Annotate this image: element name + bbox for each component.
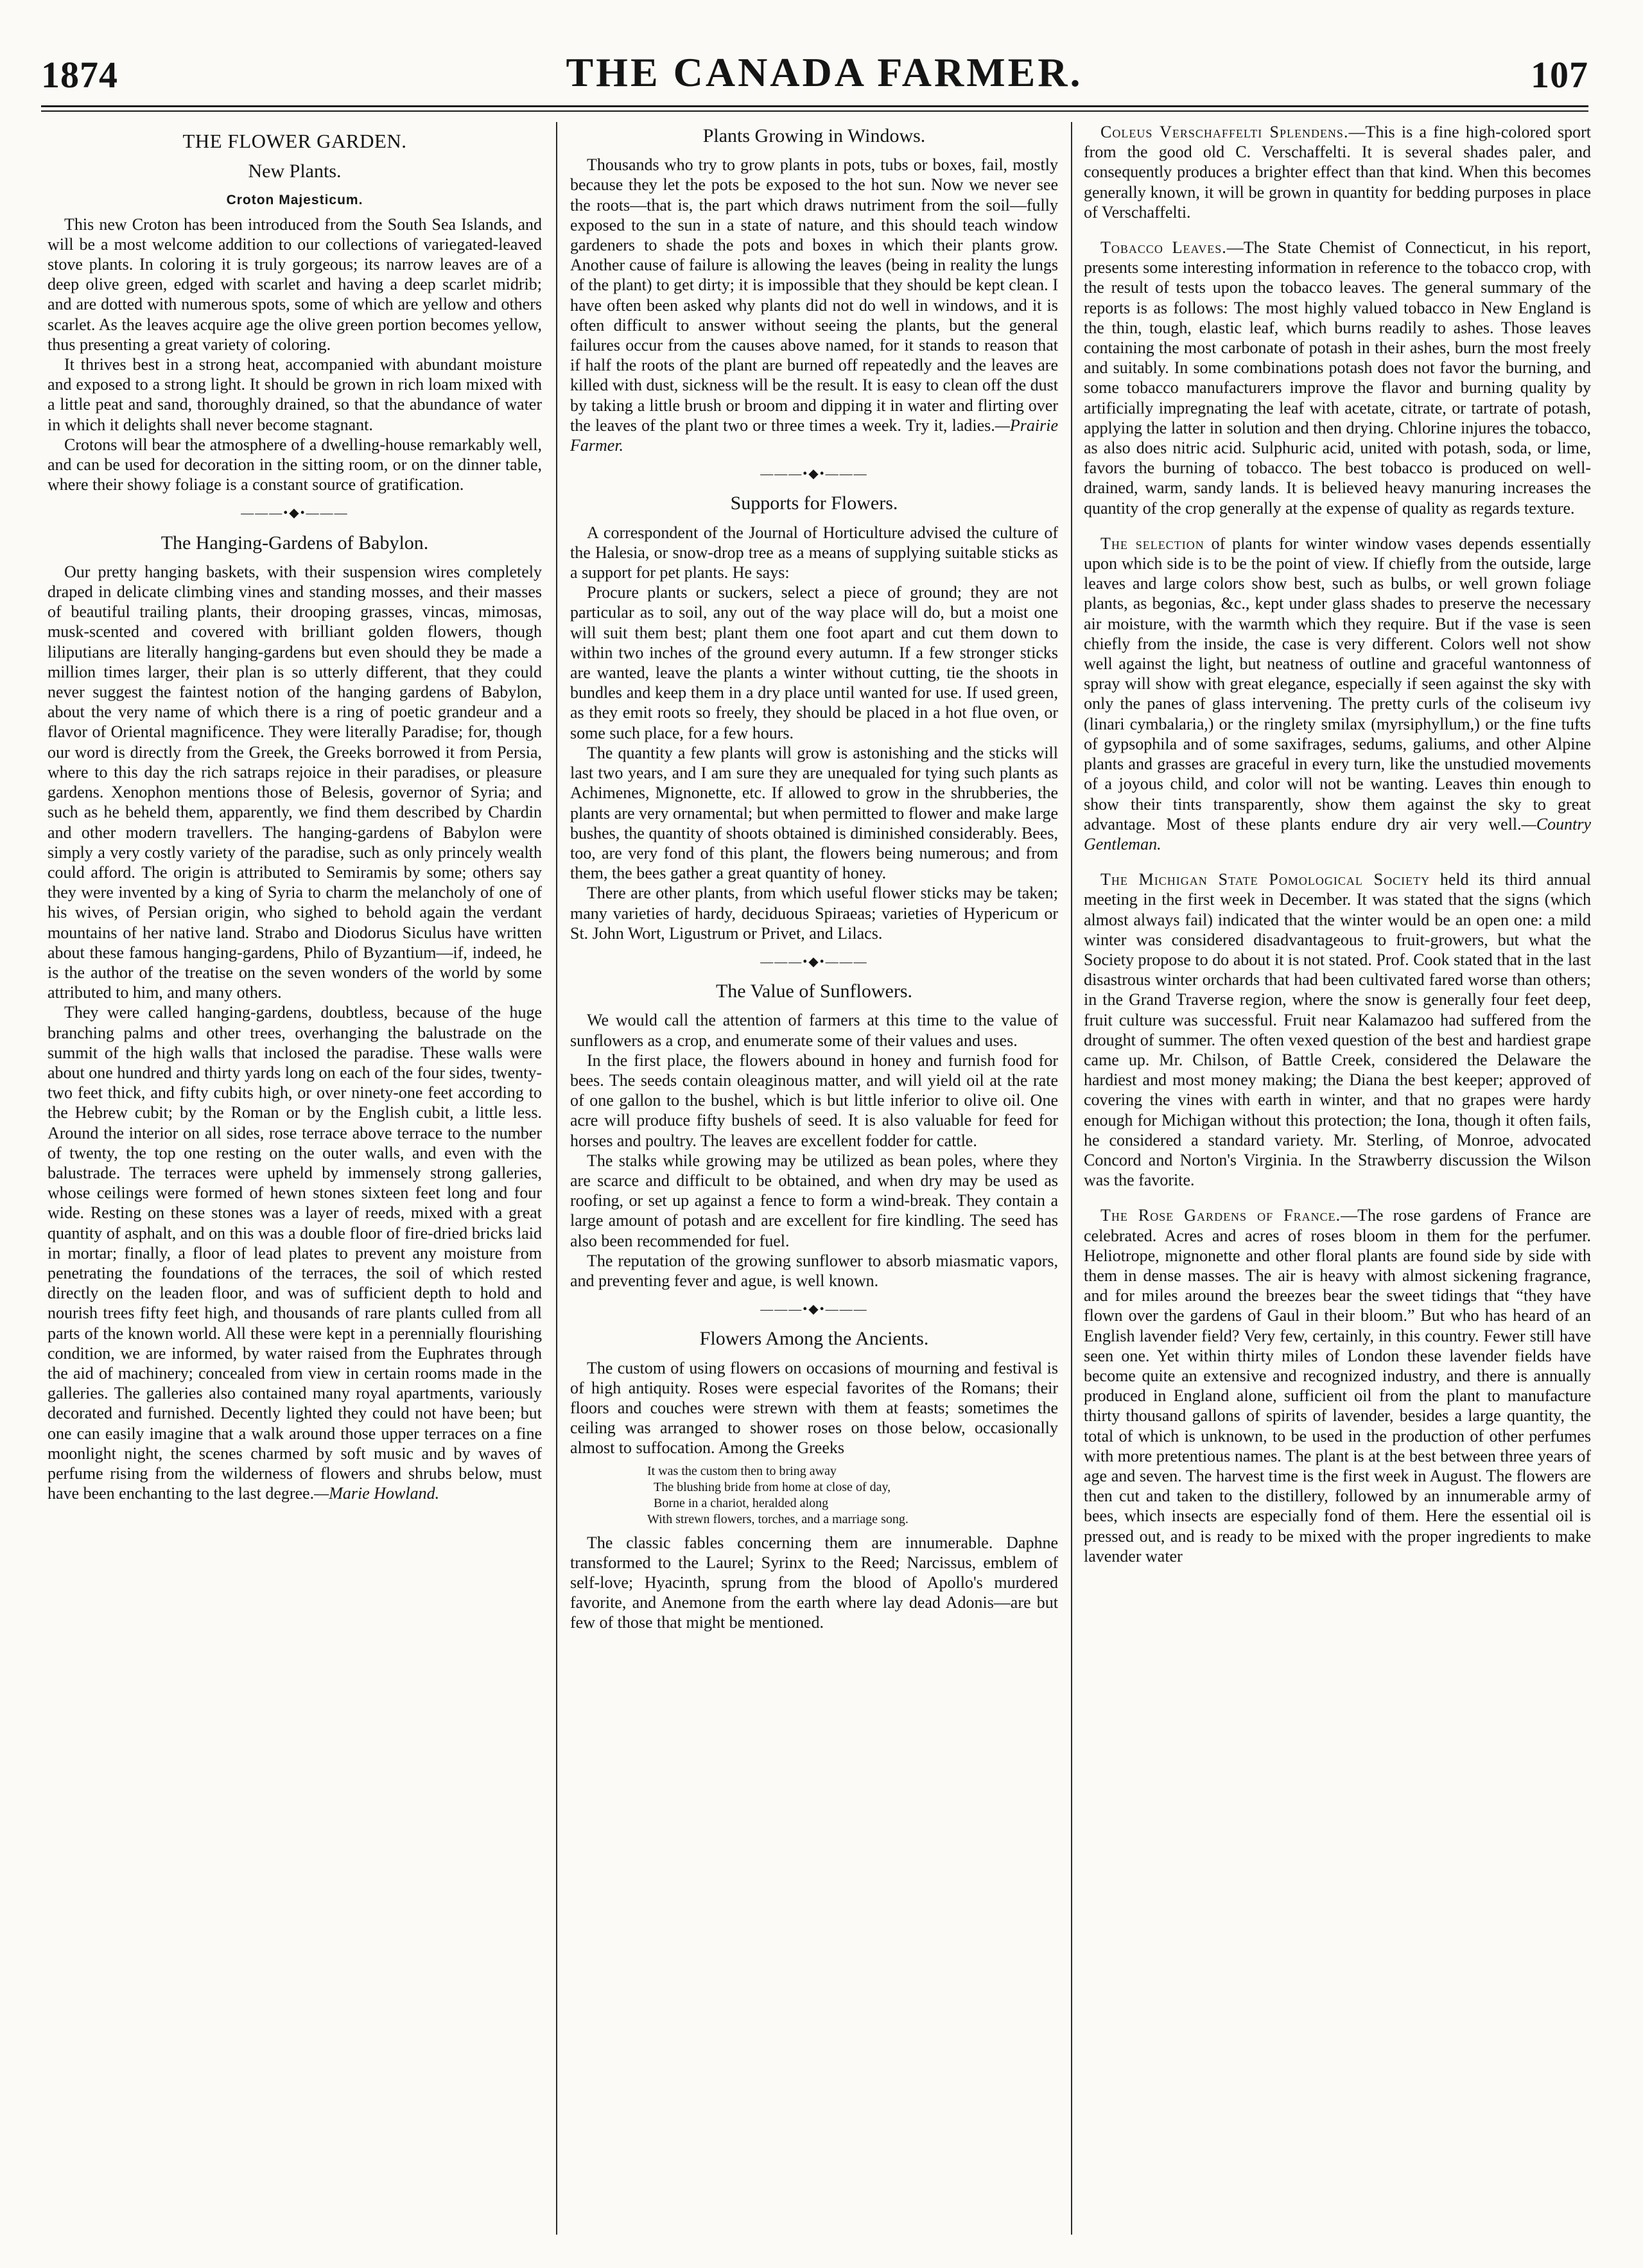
paragraph-text: —The State Chemist of Connecticut, in his report, presents some interesting information in reference to the tobacco crop, with the result of tests upon the tobacco leaves. The general summary of the reports is as follows: The most highly valued tobacco in New England is the thin, tough, elastic leaf, which burns readily to ashes. Those leaves containing the most carbonate of potash in their ashes, burn the most freely and suitably. In some combinations potash does not favor the burning, and some tobacco manufacturers improve the flavor and burning quality by artificially impregnating the leaf with acetate, citrate, or tartrate of potash, applying the latter in solution and then drying. Chlorine injures the tobacco, as also does nitric acid. Sulphuric acid, united with potash, soda, or lime, favors the burning of tobacco. The best tobacco is produced on well-drained, warm, sandy lands. It is believed heavy manuring increases the quantity of the crop generally at the expense of quality as regards texture. [1084, 238, 1591, 518]
paragraph [1084, 238, 1591, 518]
poem-line: Borne in a chariot, heralded along [654, 1496, 829, 1510]
spacer [1084, 854, 1591, 869]
paragraph [1084, 869, 1591, 1190]
article-subtitle: Croton Majesticum. [226, 193, 363, 208]
page-number: 107 [1531, 54, 1588, 96]
poem-line: The blushing bride from home at close of day, [654, 1479, 891, 1494]
section-title: THE FLOWER GARDEN. [182, 130, 407, 152]
spacer [1084, 1190, 1591, 1205]
paragraph: The classic fables concerning them are innumerable. Daphne transformed to the Laurel; Syrinx to the Reed; Narcissus, emblem of self-love; Hyacinth, sprung from the blood of Apollo's murdered favorite, and Anemone from the earth where lay dead Adonis—are but few of those that might be mentioned. [570, 1533, 1058, 1632]
column-3 [1084, 122, 1591, 2235]
paragraph [1084, 1205, 1591, 1566]
paragraph [48, 1002, 542, 1503]
column-divider [1071, 122, 1072, 2235]
paragraph-text: —The rose gardens of France are celebrated. Acres and acres of roses bloom in them for the perfumer. Heliotrope, mignonette and other floral plants are found side by side with them in dense masses. The air is heavy with almost sickening fragrance, and for miles around the breezes bear the sweet tidings that “they have flown over the gardens of Gaul in their bloom.” But who has heard of an English lavender field? Very few, certainly, in this country. Fewer still have seen one. Yet within thirty miles of London these lavender fields have become quite an extensive and recognized industry, and there is annually produced in England alone, sufficient oil from the plant to manufacture thirty thousand gallons of spirits of lavender, besides a large quantity, the total of which is unknown, to be used in the production of other perfumes with more pretentious names. The plant is at the best between three years of age and seven. The harvest time is the first week in August. The flowers are then cut and taken to the distillery, followed by an innumerable army of bees, which insects are especially fond of them. Here the essential oil is pressed out, and is ready to be mixed with the proper ingredients to make lavender water [1084, 1206, 1591, 1566]
paragraph: We would call the attention of farmers at this time to the value of sunflowers as a crop, and enumerate some of their values and uses. [570, 1011, 1058, 1050]
separator: ———•◆•——— [241, 506, 349, 521]
paragraph [1084, 122, 1591, 222]
paragraph: It thrives best in a strong heat, accompanied with abundant moisture and exposed to a strong light. It should be grown in rich loam mixed with a little peat and sand, thoroughly drained, so that the abundance of water in which it delights shall never become stagnant. [48, 355, 542, 434]
paragraph-text: of plants for winter window vases depends essentially upon which side is to be the point of view. If chiefly from the outside, large leaves and large colors show best, such as bulbs, or well grown foliage plants, as begonias, &c., kept under glass shades to preserve the necessary air moisture, with the warmth which they require. But if the vase is seen chiefly from the inside, the case is very different. Colors well not show well against the light, but neatness of outline and graceful wantonness of spray will show with great elegance, especially if seen against the sky with only the panes of glass intervening. The pretty curls of the coliseum ivy (linari cymbalaria,) or the ringlety smilax (myrsiphyllum,) or the fine tufts of gypsophila and of some saxifrages, sedums, galiums, and other Alpine plants and grasses are graceful in every turn, like the unstudied movements of a joyous child, and color will not be wanting. Leaves thin enough to show their tints transparently, show them against the sky to great advantage. Most of these plants endure dry air very well. [1084, 534, 1591, 833]
paragraph-text: Thousands who try to grow plants in pots, tubs or boxes, fail, mostly because they let the pots be exposed to the hot sun. Now we never see the roots—that is, the part which draws nutriment from the soil—fully exposed to the sun in a state of nature, and this should teach window gardeners to shade the pots and boxes in which their plants grow. Another cause of failure is allowing the leaves (being in reality the lungs of the plant) to get dirty; it is impossible that they should be kept clean. I have often been asked why plants did not do well in windows, and it is often difficult to answer without seeing the plants, but the general failures occur from the causes above named, for it stands to reason that if half the roots of the plant are burned off repeatedly and the leaves are killed with dust, sickness will be the result. It is easy to clean off the dust by taking a little brush or broom and dipping it in water and flirting over the leaves of the plant two or three times a week. Try it, ladies. [570, 155, 1058, 435]
separator: ———•◆•——— [760, 467, 868, 482]
page-header [41, 26, 1588, 107]
paragraph-lead: The selection [1100, 534, 1204, 553]
paragraph: This new Croton has been introduced from the South Sea Islands, and will be a most welcome addition to our collections of variegated-leaved stove plants. In coloring it is truly gorgeous; its narrow leaves are of a deep olive green, edged with scarlet and having a deep scarlet midrib; and are dotted with numerous spots, some of which are yellow and others scarlet. As the leaves acquire age the olive green portion becomes yellow, thus presenting a great variety of coloring. [48, 214, 542, 354]
article-title-babylon: The Hanging-Gardens of Babylon. [161, 532, 429, 554]
column-2 [570, 122, 1058, 2235]
paragraph-lead: The Michigan State Pomological Society [1100, 870, 1430, 889]
spacer [1084, 222, 1591, 238]
separator: ———•◆•——— [760, 1302, 868, 1317]
paragraph: Procure plants or suckers, select a piece of ground; they are not particular as to soil, any out of the way place will do, but a moist one will suit them best; plant them one foot apart and cut them down to within two inches of the ground every autumn. If a few stronger sticks are wanted, leave the plants a winter without cutting, tie the shoots in bundles and keep them in a dry place until wanted for use. If used green, as they emit roots so freely, they should be placed in a hot flue oven, or some such place, for a few hours. [570, 583, 1058, 742]
paragraph: Crotons will bear the atmosphere of a dwelling-house remarkably well, and can be used for decoration in the sitting room, or on the dinner table, where their showy foliage is a constant source of gratification. [48, 435, 542, 494]
paragraph: There are other plants, from which useful flower sticks may be taken; many varieties of hardy, deciduous Spiraeas; varieties of Hypericum or St. John Wort, Ligustrum or Privet, and Lilacs. [570, 884, 1058, 943]
paragraph-lead: Tobacco Leaves. [1100, 238, 1227, 257]
article-title-new-plants: New Plants. [248, 161, 342, 182]
byline: —Country Gentleman. [1084, 814, 1591, 853]
paragraph: A correspondent of the Journal of Horticulture advised the culture of the Halesia, or snow-drop tree as a means of supplying suitable sticks as a support for pet plants. He says: [570, 523, 1058, 582]
paragraph-lead: The Rose Gardens of France. [1100, 1206, 1341, 1225]
paragraph-text: held its third annual meeting in the first week in December. It was stated that the signs (which almost always fail) indicated that the winter would be an open one: a mild winter was considered disadvantageous to fruit-growers, but what the Society propose to do about it is not stated. Prof. Cook stated that in the last disastrous winter orchards that had been cultivated fared worse than others; in the Grand Traverse region, where the snow is generally four feet deep, fruit culture was successful. Fruit near Kalamazoo had suffered from the drought of summer. The often vexed question of the best and hardiest grape came up. Mr. Chilson, of Battle Creek, considered the Delaware the hardiest and most money making; the Diana the best keeper; approved of covering the vines with earth in winter, and that no grapes were hardy enough for Michigan without this protection; the Iona, though it often fails, he considered a standard variety. Mr. Sterling, of Monroe, advocated Concord and Norton's Virginia. In the Strawberry discussion the Wilson was the favorite. [1084, 870, 1591, 1190]
separator: ———•◆•——— [760, 954, 868, 969]
paragraph-text: They were called hanging-gardens, doubtless, because of the huge branching palms and other trees, overhanging the balustrade on the summit of the high walls that inclosed the paradise. These walls were about one hundred and thirty yards long on each of the four sides, twenty-two feet thick, and fifty cubits high, or over ninety-one feet according to the Hebrew cubit; by the Roman or by the English cubit, a little less. Around the interior on all sides, rose terrace above terrace to the number of twenty, the top one resting on the outer walls, and even with the balustrade. The terraces were upheld by immensely strong galleries, whose ceilings were formed of hewn stones sixteen feet long and four wide. Resting on these stones was a layer of reeds, mixed with a great quantity of asphalt, and on this was a double floor of fire-dried bricks laid in mortar; finally, a floor of lead plates to prevent any moisture from penetrating the foundations of the terraces, the soil of which rested directly on the leaden floor, and was of sufficient depth to hold and nourish trees fifty feet high, and thousands of rare plants culled from all parts of the known world. All these were kept in a perennially flourishing condition, we are informed, by water raised from the Euphrates through the aid of machinery; concealed from view in certain rooms made in the galleries. The galleries also contained many royal apartments, variously decorated and furnished. Decently lighted they could not have been; but one can easily imagine that a walk around those upper terraces on a fine moonlight night, the scenes charmed by soft music and by waves of perfume rising from the wilderness of flowers and shrubs below, must have been enchanting to the last degree. [48, 1003, 542, 1503]
spacer [1084, 518, 1591, 534]
masthead-title: THE CANADA FARMER. [566, 49, 1083, 95]
column-divider [556, 122, 557, 2235]
byline: —Prairie Farmer. [570, 415, 1058, 455]
poem-line: With strewn flowers, torches, and a marriage song. [647, 1512, 908, 1526]
paragraph [1084, 534, 1591, 854]
paragraph: The stalks while growing may be utilized as bean poles, where they are scarce and difficult to be obtained, and when dry may be used as roofing, or set up against a fence to form a wind-break. They contain a large amount of potash and are excellent for fire kindling. The seed has also been recommended for fuel. [570, 1151, 1058, 1250]
column-1 [48, 122, 542, 2235]
paragraph: The custom of using flowers on occasions of mourning and festival is of high antiquity. Roses were especial favorites of the Romans; their floors and couches were strewn with them at feasts; sometimes the ceiling was arranged to shower roses on those below, occasionally almost to suffocation. Among the Greeks [570, 1358, 1058, 1458]
article-title-windows: Plants Growing in Windows. [702, 125, 926, 146]
article-title-ancients: Flowers Among the Ancients. [699, 1328, 929, 1350]
paragraph-lead: Coleus Verschaffelti Splendens. [1100, 123, 1349, 141]
article-title-supports: Supports for Flowers. [730, 493, 898, 514]
paragraph-text: —This is a fine high-colored sport from the good old C. Verschaffelti. It is several shades paler, and consequently produces a brighter effect than that kind. When this becomes generally known, it will be grown in quantity for bedding purposes in place of Verschaffelti. [1084, 123, 1591, 222]
poem-line: It was the custom then to bring away [647, 1463, 837, 1478]
header-rule [41, 110, 1588, 112]
paragraph: In the first place, the flowers abound in honey and furnish food for bees. The seeds contain oleaginous matter, and will yield oil at the rate of one gallon to the bushel, which is but little inferior to olive oil. One acre will produce fifty bushels of seed. It is also valuable for feed for horses and poultry. The leaves are excellent fodder for cattle. [570, 1051, 1058, 1150]
paragraph: Our pretty hanging baskets, with their suspension wires completely draped in delicate climbing vines and standing mosses, and their masses of beautiful trailing plants, their drooping grasses, vincas, mimosas, musk-scented and covered with brilliant golden flowers, though liliputians are literally hanging-gardens but even should they be made a million times larger, their plan is so utterly different, that they could never suggest the faintest notion of the hanging gardens of Babylon, about the very name of which there is a ring of poetic grandeur and a flavor of Oriental magnificence. They were literally Paradise; for, though our word is directly from the Greek, the Greeks borrowed it from Persia, where to this day the rich satraps rejoice in their paradises, or pleasure gardens. Xenophon mentions those of Belesis, governor of Syria; and such as he beheld them, apparently, we find them described by Chardin and other modern travellers. The hanging-gardens of Babylon were simply a very costly variety of the paradise, such as only princely wealth could afford. The origin is attributed to Semiramis by some; others say they were invented by a king of Syria to charm the melancholy of one of his wives, of Persian origin, who sighed to behold again the verdant mountains of her native land. Strabo and Diodorus Siculus have written about these famous hanging-gardens, Philo of Byzantium—if, indeed, he is the author of the treatise on the seven wonders of the world by some attributed to him, and many others. [48, 562, 542, 1002]
paragraph: The quantity a few plants will grow is astonishing and the sticks will last two years, and I am sure they are unequaled for tying such plants as Achimenes, Mignonette, etc. If allowed to grow in the shrubberies, the plants are very ornamental; but when permitted to flower and make large bushes, the quantity of shoots obtained is diminished considerably. Bees, too, are very fond of this plant, the flowers being numerous; and from them, the bees gather a great quantity of honey. [570, 743, 1058, 883]
byline: —Marie Howland. [314, 1484, 440, 1503]
paragraph [570, 155, 1058, 455]
paragraph: The reputation of the growing sunflower to absorb miasmatic vapors, and preventing fever and ague, is well known. [570, 1251, 1058, 1290]
poem-quote [647, 1463, 1058, 1528]
article-title-sunflowers: The Value of Sunflowers. [715, 981, 913, 1002]
header-year: 1874 [41, 54, 118, 96]
